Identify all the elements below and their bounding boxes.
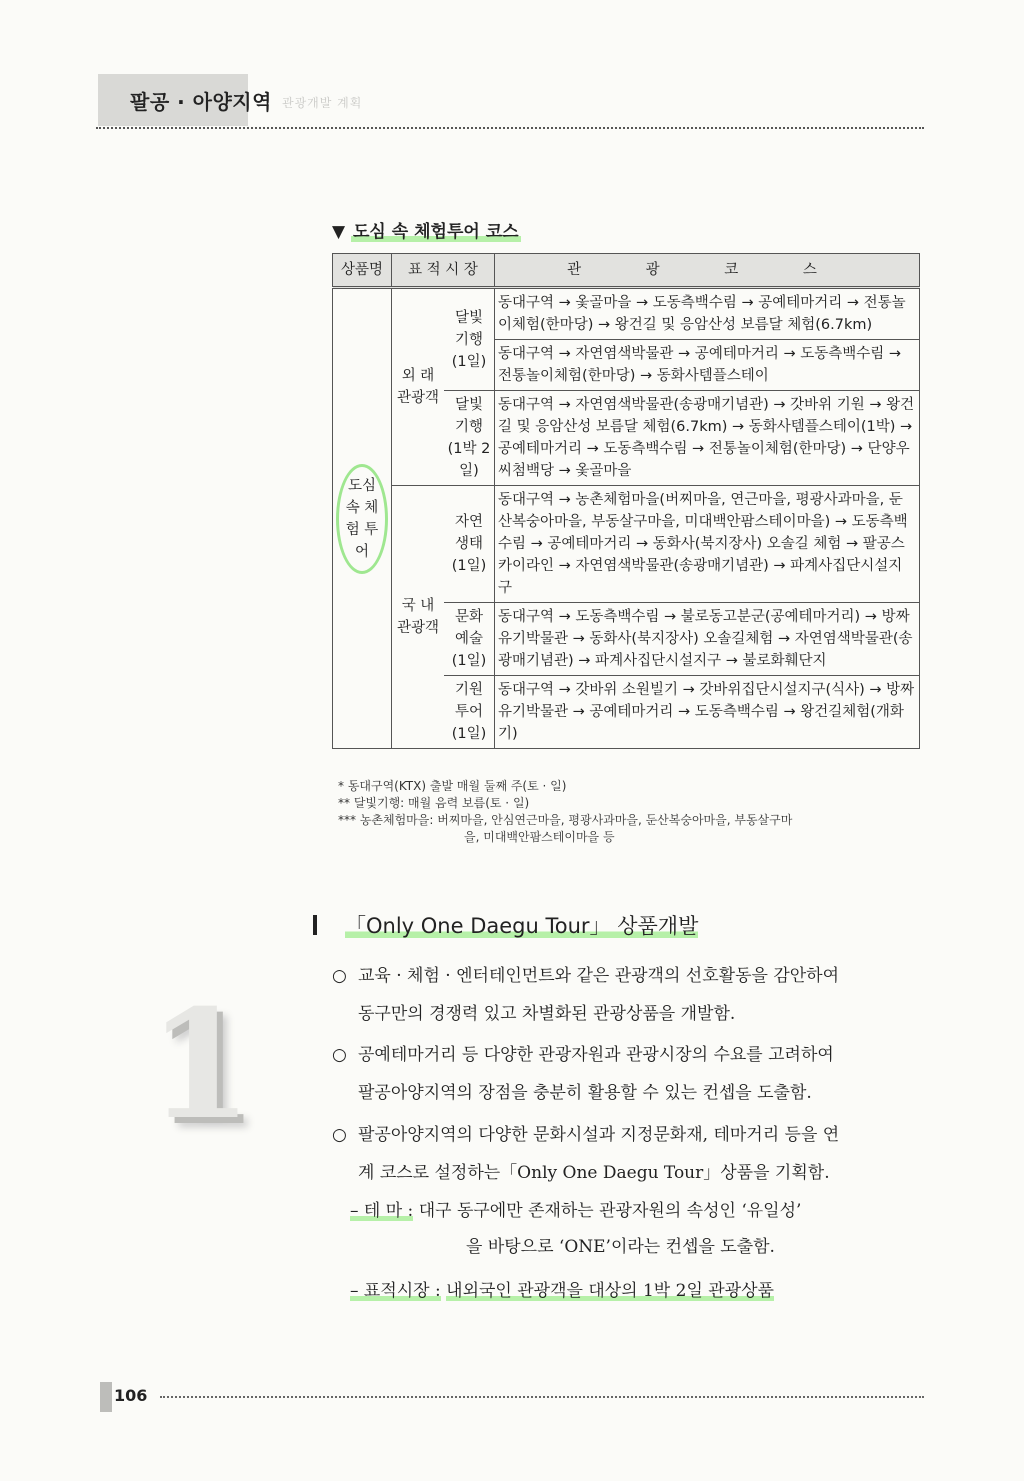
table-row [333, 288, 920, 340]
tour-type: 문화 예술 (1일) [444, 603, 495, 676]
tour-type: 달빛 기행 (1박 2일) [444, 391, 495, 486]
paragraph-line: 동구만의 경쟁력 있고 차별화된 관광상품을 개발함. [358, 1004, 736, 1024]
market-domestic: 국 내 관광객 [392, 486, 445, 749]
course-description: 동대구역 → 갓바위 소원빌기 → 갓바위집단시설지구(식사) → 방짜유기박물관 → 공예테마거리 → 도동측백수림 → 왕건길체험(개화기) [495, 676, 920, 749]
chapter-number: 1 [148, 977, 253, 1153]
bullet-paragraph [332, 1116, 922, 1192]
theme-text-cont: 을 바탕으로 ‘ONE’이라는 컨셉을 도출함. [466, 1237, 775, 1257]
paragraph-line: 계 코스로 설정하는「Only One Daegu Tour」상품을 기획함. [358, 1163, 830, 1183]
footer-block [100, 1382, 112, 1412]
tour-type: 달빛 기행 (1일) [444, 288, 495, 391]
section-title-text: 「Only One Daegu Tour」 상품개발 [345, 914, 699, 938]
paragraph-line: 팔공아양지역의 다양한 문화시설과 지정문화재, 테마거리 등을 연 [358, 1125, 840, 1145]
circle-bullet-icon: ○ [332, 1045, 347, 1065]
target-text: 내외국인 관광객을 대상의 1박 2일 관광상품 [446, 1281, 774, 1301]
circle-bullet-icon: ○ [332, 1125, 347, 1145]
paragraph-line: 팔공아양지역의 장점을 충분히 활용할 수 있는 컨셉을 도출함. [358, 1083, 812, 1103]
theme-text: 대구 동구에만 존재하는 관광자원의 속성인 ‘유일성’ [418, 1201, 802, 1221]
tour-type: 기원 투어 (1일) [444, 676, 495, 749]
bullet-paragraph [332, 957, 922, 1033]
course-description: 동대구역 → 도동측백수림 → 불로동고분군(공예테마거리) → 방짜유기박물관 → 동화사(북지장사) 오솔길체험 → 자연염색박물관(송광매기념관) → 파계사집단시설지구 → 불로화훼단지 [495, 603, 920, 676]
theme-label: – 테 마 : [350, 1201, 414, 1221]
tour-type: 자연 생태 (1일) [444, 486, 495, 603]
product-name: 도심속 체험 투어 [336, 464, 388, 574]
page-number: 106 [114, 1386, 148, 1405]
table-header-row [333, 254, 920, 288]
col-header-market: 표 적 시 장 [392, 254, 495, 288]
col-header-product: 상품명 [333, 254, 392, 288]
table-notes [338, 778, 792, 846]
course-description: 동대구역 → 자연염색박물관(송광매기념관) → 갓바위 기원 → 왕건길 및 응암산성 보름달 체험(6.7km) → 동화사템플스테이(1박) → 공예테마거리 → 도동측백수림 → 전통놀이체험(한마당) → 단양우씨첨백당 → 옻골마을 [495, 391, 920, 486]
section-marker [313, 915, 317, 935]
paragraph-line: 공예테마거리 등 다양한 관광자원과 관광시장의 수요를 고려하여 [358, 1045, 834, 1065]
target-label: – 표적시장 : [350, 1281, 441, 1301]
paragraph-line: 교육 · 체험 · 엔터테인먼트와 같은 관광객의 선호활동을 감안하여 [358, 966, 840, 986]
theme-item [350, 1192, 801, 1230]
page-header-subtitle: 관광개발 계획 [282, 96, 363, 110]
bullet-paragraph [332, 1036, 922, 1112]
course-description: 동대구역 → 자연염색박물관 → 공예테마거리 → 도동측백수림 → 전통놀이체험(한마당) → 동화사템플스테이 [495, 340, 920, 391]
market-foreign: 외 래 관광객 [392, 288, 445, 486]
note-line: 을, 미대백안팜스테이마을 등 [464, 830, 615, 844]
course-description: 동대구역 → 농촌체험마을(버찌마을, 연근마을, 평광사과마을, 둔산복숭아마을, 부동살구마을, 미대백안팜스테이마을) → 도동측백수림 → 공예테마거리 → 동화사(북지장사) 오솔길 체험 → 팔공스카이라인 → 자연염색박물관(송광매기념관) → 파계사집단시설지구 [495, 486, 920, 603]
course-heading-text: 도심 속 체험투어 코스 [353, 222, 519, 242]
note-line: * 동대구역(KTX) 출발 매월 둘째 주(토 · 일) [338, 779, 567, 793]
target-item [350, 1272, 774, 1310]
note-line: *** 농촌체험마을: 버찌마을, 안심연근마을, 평광사과마을, 둔산복숭아마을, 부동살구마 [338, 813, 793, 827]
product-name-cell [333, 288, 392, 749]
course-heading [332, 217, 521, 242]
note-line: ** 달빛기행: 매월 음력 보름(토 · 일) [338, 796, 530, 810]
footer-divider [160, 1396, 924, 1398]
header-divider [96, 127, 924, 129]
circle-bullet-icon: ○ [332, 966, 347, 986]
course-description: 동대구역 → 옻골마을 → 도동측백수림 → 공예테마거리 → 전통놀이체험(한마당) → 왕건길 및 응암산성 보름달 체험(6.7km) [495, 288, 920, 340]
triangle-icon: ▼ [332, 222, 346, 242]
table-row [333, 486, 920, 603]
col-header-course: 관 광 코 스 [495, 254, 920, 288]
section-title [345, 910, 698, 940]
course-table [332, 253, 920, 749]
page-header-title: 팔공 · 아양지역 [130, 90, 272, 114]
